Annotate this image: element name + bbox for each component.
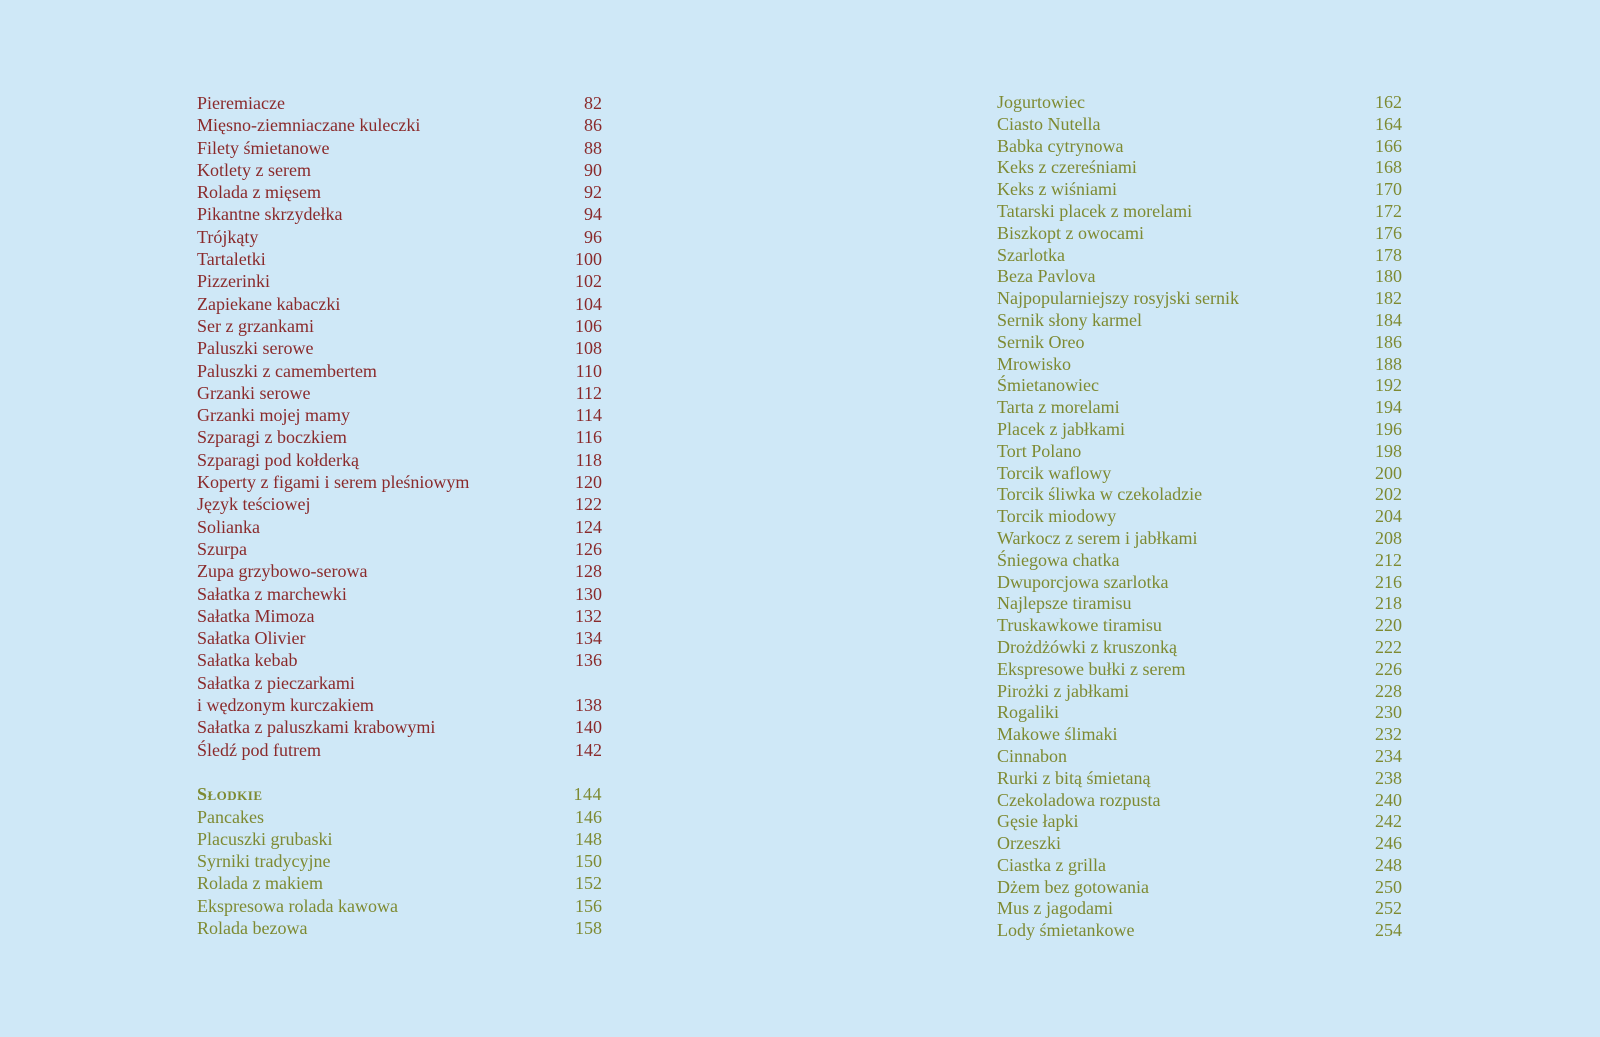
toc-entry-title: Dżem bez gotowania (997, 876, 1149, 897)
toc-entry-page: 230 (1375, 702, 1402, 723)
toc-entry-page: 196 (1375, 418, 1402, 439)
toc-entry[interactable] (197, 315, 602, 337)
toc-entry[interactable] (197, 426, 602, 448)
toc-entry[interactable] (197, 828, 602, 850)
toc-entry-title: Śniegowa chatka (997, 549, 1120, 570)
toc-entry[interactable] (997, 572, 1402, 594)
toc-entry[interactable] (997, 790, 1402, 812)
toc-entry[interactable] (997, 179, 1402, 201)
toc-entry[interactable] (197, 672, 602, 694)
toc-entry-title: Tatarski placek z morelami (997, 200, 1193, 221)
toc-entry[interactable] (997, 702, 1402, 724)
toc-entry[interactable] (997, 92, 1402, 114)
toc-entry-title: Keks z czereśniami (997, 157, 1137, 178)
toc-entry-page: 118 (575, 449, 602, 470)
toc-entry[interactable] (197, 114, 602, 136)
toc-entry-page: 116 (575, 427, 602, 448)
toc-entry[interactable] (997, 877, 1402, 899)
toc-entry[interactable] (197, 337, 602, 359)
toc-entry-page: 96 (584, 226, 602, 247)
toc-entry-title: Paluszki serowe (197, 338, 314, 359)
toc-entry[interactable] (197, 92, 602, 114)
toc-entry-page: 228 (1375, 680, 1402, 701)
toc-entry[interactable] (997, 136, 1402, 158)
toc-entry-page: 122 (575, 494, 602, 515)
toc-entry-page: 218 (1375, 593, 1402, 614)
toc-entry-title: Szarlotka (997, 244, 1065, 265)
toc-entry-title: Sałatka Olivier (197, 628, 306, 649)
toc-entry[interactable] (997, 724, 1402, 746)
toc-entry-title: Grzanki mojej mamy (197, 405, 350, 426)
toc-entry-title: Warkocz z serem i jabłkami (997, 527, 1198, 548)
toc-entry-page: 126 (575, 538, 602, 559)
toc-entry[interactable] (997, 637, 1402, 659)
toc-entry-page: 242 (1375, 811, 1402, 832)
toc-entry[interactable] (997, 441, 1402, 463)
toc-entry-page: 172 (1375, 200, 1402, 221)
toc-entry[interactable] (197, 872, 602, 894)
toc-entry[interactable] (997, 898, 1402, 920)
toc-entry[interactable] (197, 716, 602, 738)
toc-entry[interactable] (997, 855, 1402, 877)
toc-entry[interactable] (997, 484, 1402, 506)
toc-entry[interactable] (997, 310, 1402, 332)
toc-entry-page: 146 (575, 806, 602, 827)
toc-entry-page: 134 (575, 628, 602, 649)
toc-entry[interactable] (997, 419, 1402, 441)
toc-entry-page: 130 (575, 583, 602, 604)
toc-entry[interactable] (997, 463, 1402, 485)
toc-entry[interactable] (197, 649, 602, 671)
toc-entry-title: Rogaliki (997, 702, 1059, 723)
toc-entry-page: 232 (1375, 724, 1402, 745)
toc-entry[interactable] (997, 157, 1402, 179)
toc-entry[interactable] (997, 528, 1402, 550)
toc-entry-title: Tartaletki (197, 249, 266, 270)
toc-entry[interactable] (197, 203, 602, 225)
toc-entry[interactable] (997, 114, 1402, 136)
savory-recipe-list (197, 92, 602, 761)
toc-entry[interactable] (197, 471, 602, 493)
toc-entry-page: 200 (1375, 462, 1402, 483)
toc-entry[interactable] (197, 248, 602, 270)
toc-entry-title: Szparagi z boczkiem (197, 427, 347, 448)
toc-entry-title: Rolada bezowa (197, 917, 308, 938)
toc-entry-title: Drożdżówki z kruszonką (997, 636, 1177, 657)
toc-entry-title: Pancakes (197, 806, 264, 827)
toc-entry-page: 178 (1375, 244, 1402, 265)
toc-entry-title: Biszkopt z owocami (997, 222, 1144, 243)
toc-entry-page: 188 (1375, 353, 1402, 374)
toc-entry-page: 164 (1375, 113, 1402, 134)
toc-entry[interactable] (197, 895, 602, 917)
section-heading-page: 144 (573, 784, 602, 805)
toc-entry-page: 184 (1375, 309, 1402, 330)
toc-entry-page: 108 (575, 338, 602, 359)
toc-entry-title: Tarta z morelami (997, 397, 1120, 418)
toc-entry-page: 176 (1375, 222, 1402, 243)
toc-entry-title: Najpopularniejszy rosyjski sernik (997, 288, 1239, 309)
toc-entry[interactable] (197, 694, 602, 716)
toc-entry-page: 140 (575, 717, 602, 738)
toc-entry-page: 254 (1375, 920, 1402, 941)
toc-entry-page: 252 (1375, 898, 1402, 919)
toc-entry-title: Szurpa (197, 538, 247, 559)
toc-entry-page: 94 (584, 204, 602, 225)
toc-entry-page: 100 (575, 249, 602, 270)
toc-entry-page: 246 (1375, 833, 1402, 854)
section-heading-label: Słodkie (197, 784, 263, 805)
toc-entry-page: 142 (575, 739, 602, 760)
toc-entry-page: 168 (1375, 157, 1402, 178)
toc-entry-title: Keks z wiśniami (997, 179, 1117, 200)
toc-entry[interactable] (197, 850, 602, 872)
toc-entry-page: 152 (575, 873, 602, 894)
toc-entry-title: Pieremiacze (197, 93, 285, 113)
toc-entry[interactable] (197, 806, 602, 828)
toc-entry-page: 194 (1375, 397, 1402, 418)
toc-entry-page: 204 (1375, 506, 1402, 527)
toc-entry-title: Śmietanowiec (997, 375, 1099, 396)
toc-entry-page: 88 (584, 137, 602, 158)
toc-entry[interactable] (997, 506, 1402, 528)
toc-entry-title: Filety śmietanowe (197, 137, 330, 158)
toc-entry-title: Mus z jagodami (997, 898, 1113, 919)
toc-entry-page: 212 (1375, 549, 1402, 570)
toc-entry-title: Mięsno-ziemniaczane kuleczki (197, 115, 421, 136)
toc-entry-page: 234 (1375, 745, 1402, 766)
toc-entry-title: Torcik śliwka w czekoladzie (997, 484, 1203, 505)
toc-entry[interactable] (997, 746, 1402, 768)
toc-entry-title: Śledź pod futrem (197, 739, 321, 760)
toc-entry[interactable] (997, 245, 1402, 267)
toc-entry[interactable] (197, 382, 602, 404)
toc-entry-title: Pirożki z jabłkami (997, 680, 1129, 701)
toc-entry-page: 90 (584, 159, 602, 180)
toc-entry[interactable] (997, 332, 1402, 354)
toc-entry-title: Zupa grzybowo-serowa (197, 561, 368, 582)
toc-entry[interactable] (997, 593, 1402, 615)
toc-entry[interactable] (197, 739, 602, 761)
toc-entry-title: Zapiekane kabaczki (197, 293, 341, 314)
toc-entry[interactable] (997, 354, 1402, 376)
toc-entry-page: 216 (1375, 571, 1402, 592)
toc-entry[interactable] (997, 223, 1402, 245)
toc-entry-title: Ekspresowe bułki z serem (997, 658, 1186, 679)
toc-entry-title: Ciasto Nutella (997, 113, 1101, 134)
toc-entry-page: 128 (575, 561, 602, 582)
toc-entry[interactable] (197, 583, 602, 605)
toc-entry-title: Sernik Oreo (997, 331, 1085, 352)
toc-entry-page: 114 (575, 405, 602, 426)
toc-entry-page: 202 (1375, 484, 1402, 505)
toc-entry-page: 136 (575, 650, 602, 671)
toc-entry-page: 162 (1375, 92, 1402, 112)
toc-entry-title: Makowe ślimaki (997, 724, 1118, 745)
toc-entry-page: 106 (575, 315, 602, 336)
toc-entry-page: 222 (1375, 636, 1402, 657)
toc-entry-title: Jogurtowiec (997, 92, 1085, 112)
section-spacer (197, 761, 602, 783)
toc-entry-title: Torcik miodowy (997, 506, 1117, 527)
section-heading-slodkie[interactable] (197, 783, 602, 805)
toc-entry[interactable] (997, 920, 1402, 942)
toc-entry-page: 240 (1375, 789, 1402, 810)
toc-entry[interactable] (997, 375, 1402, 397)
toc-entry-title: Sałatka kebab (197, 650, 298, 671)
toc-entry-page: 138 (575, 695, 602, 716)
toc-entry[interactable] (197, 560, 602, 582)
toc-entry-title: Koperty z figami i serem pleśniowym (197, 472, 470, 493)
toc-entry-title: Grzanki serowe (197, 382, 311, 403)
toc-entry-page: 186 (1375, 331, 1402, 352)
toc-entry[interactable] (197, 159, 602, 181)
toc-entry-title: Sernik słony karmel (997, 309, 1142, 330)
toc-entry[interactable] (197, 627, 602, 649)
toc-entry-title: Rolada z makiem (197, 873, 323, 894)
toc-entry-title: Ciastka z grilla (997, 854, 1106, 875)
toc-entry-title: Sałatka Mimoza (197, 605, 315, 626)
toc-entry-page: 170 (1375, 179, 1402, 200)
toc-entry[interactable] (997, 659, 1402, 681)
toc-entry-page: 180 (1375, 266, 1402, 287)
toc-entry-page: 248 (1375, 854, 1402, 875)
toc-entry-page: 104 (575, 293, 602, 314)
toc-entry-title: Ser z grzankami (197, 315, 314, 336)
toc-entry[interactable] (197, 538, 602, 560)
toc-entry-title: Trójkąty (197, 226, 259, 247)
toc-entry-page: 150 (575, 851, 602, 872)
toc-entry-page: 110 (575, 360, 602, 381)
toc-entry-title: Lody śmietankowe (997, 920, 1135, 941)
toc-entry[interactable] (197, 181, 602, 203)
toc-entry-page: 148 (575, 828, 602, 849)
sweet-recipe-list-left (197, 806, 602, 940)
toc-entry-title: Rolada z mięsem (197, 182, 321, 203)
toc-entry-title: Dwuporcjowa szarlotka (997, 571, 1169, 592)
toc-entry[interactable] (197, 449, 602, 471)
toc-entry-page: 226 (1375, 658, 1402, 679)
toc-entry[interactable] (997, 550, 1402, 572)
toc-entry-title: Paluszki z camembertem (197, 360, 377, 381)
toc-entry-page: 86 (584, 115, 602, 136)
toc-entry-title: Solianka (197, 516, 260, 537)
toc-entry-title: Sałatka z pieczarkami (197, 672, 355, 693)
toc-entry-title: Pizzerinki (197, 271, 270, 292)
toc-entry-title: Gęsie łapki (997, 811, 1079, 832)
toc-entry-title: Rurki z bitą śmietaną (997, 767, 1151, 788)
toc-entry-title: Najlepsze tiramisu (997, 593, 1132, 614)
toc-entry-page: 156 (575, 895, 602, 916)
toc-entry-page: 238 (1375, 767, 1402, 788)
toc-entry-title: Pikantne skrzydełka (197, 204, 343, 225)
toc-entry-title: Babka cytrynowa (997, 135, 1124, 156)
toc-entry-page: 82 (584, 93, 602, 113)
toc-entry[interactable] (197, 270, 602, 292)
toc-entry-title: Placek z jabłkami (997, 418, 1125, 439)
toc-entry-title: Torcik waflowy (997, 462, 1112, 483)
toc-entry[interactable] (997, 615, 1402, 637)
toc-entry[interactable] (197, 226, 602, 248)
left-toc-column (197, 92, 602, 939)
toc-entry[interactable] (197, 293, 602, 315)
toc-entry-title: Mrowisko (997, 353, 1072, 374)
toc-entry-title: i wędzonym kurczakiem (197, 695, 374, 716)
toc-entry[interactable] (197, 404, 602, 426)
toc-entry-title: Sałatka z marchewki (197, 583, 347, 604)
toc-entry-title: Ekspresowa rolada kawowa (197, 895, 398, 916)
toc-entry[interactable] (997, 266, 1402, 288)
toc-entry-page: 132 (575, 605, 602, 626)
toc-entry-title: Kotlety z serem (197, 159, 311, 180)
toc-entry[interactable] (197, 917, 602, 939)
toc-entry-title: Sałatka z paluszkami krabowymi (197, 717, 436, 738)
toc-entry-page: 250 (1375, 876, 1402, 897)
toc-entry-page: 112 (575, 382, 602, 403)
toc-entry[interactable] (197, 516, 602, 538)
toc-entry-title: Tort Polano (997, 440, 1082, 461)
toc-entry[interactable] (997, 811, 1402, 833)
toc-entry-title: Czekoladowa rozpusta (997, 789, 1161, 810)
toc-entry[interactable] (997, 201, 1402, 223)
toc-entry-page: 208 (1375, 527, 1402, 548)
toc-entry[interactable] (197, 493, 602, 515)
toc-entry-title: Orzeszki (997, 833, 1061, 854)
toc-entry-title: Truskawkowe tiramisu (997, 615, 1162, 636)
right-toc-column (997, 92, 1402, 942)
toc-entry[interactable] (997, 768, 1402, 790)
toc-entry-title: Cinnabon (997, 745, 1067, 766)
toc-entry-page: 166 (1375, 135, 1402, 156)
toc-entry-title: Szparagi pod kołderką (197, 449, 359, 470)
toc-entry-title: Placuszki grubaski (197, 828, 333, 849)
toc-entry-page: 92 (584, 182, 602, 203)
toc-entry-page: 102 (575, 271, 602, 292)
toc-entry[interactable] (197, 360, 602, 382)
toc-entry[interactable] (197, 137, 602, 159)
toc-entry[interactable] (997, 833, 1402, 855)
toc-entry-page: 192 (1375, 375, 1402, 396)
toc-entry[interactable] (997, 288, 1402, 310)
toc-entry[interactable] (197, 605, 602, 627)
toc-entry[interactable] (997, 397, 1402, 419)
sweet-recipe-list-right (997, 92, 1402, 942)
toc-entry-page: 220 (1375, 615, 1402, 636)
toc-entry[interactable] (997, 681, 1402, 703)
toc-entry-page: 182 (1375, 288, 1402, 309)
toc-entry-page: 158 (575, 917, 602, 938)
toc-entry-page: 198 (1375, 440, 1402, 461)
toc-entry-title: Beza Pavlova (997, 266, 1096, 287)
toc-entry-page: 120 (575, 472, 602, 493)
toc-entry-title: Język teściowej (197, 494, 311, 515)
toc-entry-page: 124 (575, 516, 602, 537)
toc-entry-title: Syrniki tradycyjne (197, 851, 331, 872)
